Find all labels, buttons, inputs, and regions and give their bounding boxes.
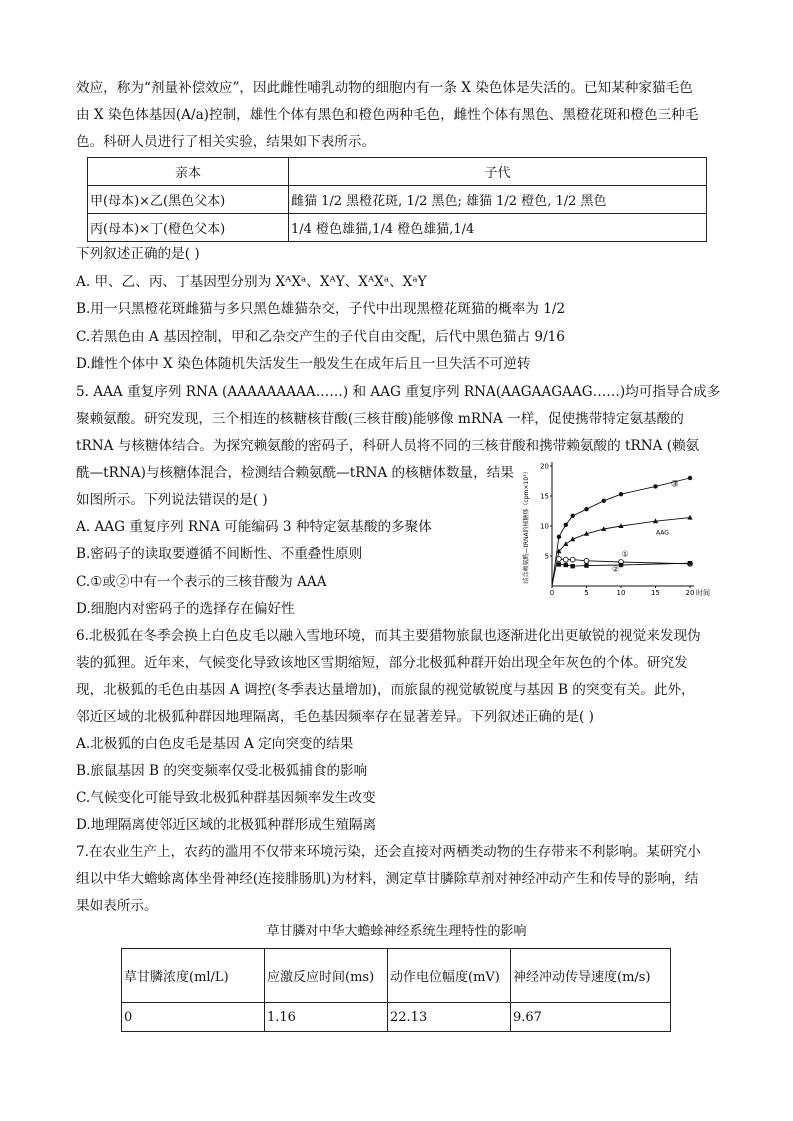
question-text: 组以中华大蟾蜍离体坐骨神经(连接腓肠肌)为材料，测定草甘膦除草剂对神经冲动产生和传导的影响，结 — [76, 871, 699, 887]
option-b: B.用一只黑橙花斑雌猫与多只黑色雄猫杂交，子代中出现黑橙花斑猫的概率为 1/2 — [76, 301, 566, 317]
question-text: 现，北极狐的毛色由基因 A 调控(冬季表达量增加)，而旅鼠的视觉敏锐度与基因 B 的突变有关。此外， — [76, 682, 695, 698]
table-row — [88, 186, 707, 214]
option-d: D.雌性个体中 X 染色体随机失活发生一般发生在成年后且一旦失活不可逆转 — [76, 356, 531, 372]
table-cell: 22.13 — [388, 1003, 511, 1032]
data-point — [571, 564, 575, 568]
table-header-row — [122, 949, 671, 1003]
x-tick-label: 15 — [651, 589, 660, 597]
table-caption: 草甘膦对中华大蟾蜍神经系统生理特性的影响 — [266, 924, 527, 939]
data-point — [570, 557, 575, 562]
chart-axes — [522, 462, 710, 597]
x-tick-label: 0 — [549, 589, 555, 597]
data-point — [557, 557, 562, 562]
intro-line: 效应，称为“剂量补偿效应”，因此雌性哺乳动物的细胞内有一条 X 染色体是失活的。已知某种家猫毛色 — [76, 80, 693, 96]
data-point — [571, 514, 575, 518]
series-0 — [552, 476, 692, 586]
y-tick-label: 15 — [540, 492, 549, 501]
data-point — [563, 557, 568, 562]
question-text: 7.在农业生产上，农药的滥用不仅带来环境污染，还会直接对两栖类动物的生存带来不利影响。某研究小 — [76, 844, 701, 860]
data-point — [564, 523, 568, 527]
question-text: 装的狐狸。近年来，气候变化导致该地区雪期缩短，部分北极狐种群开始出现全年灰色的个体。研究发 — [76, 655, 688, 671]
intro-line: 色。科研人员进行了相关实验，结果如下表所示。 — [76, 134, 376, 150]
question-text: 果如表所示。 — [76, 898, 158, 914]
table-header-cell: 应激反应时间(ms) — [265, 949, 388, 1003]
table-cell: 9.67 — [511, 1003, 671, 1032]
table-header-cell: 神经冲动传导速度(m/s) — [511, 949, 671, 1003]
data-point — [619, 492, 623, 496]
data-point — [688, 561, 692, 565]
data-point — [584, 507, 588, 511]
table-cell: 1/4 橙色雄猫,1/4 橙色雄猫,1/4 — [289, 214, 707, 242]
data-point — [584, 563, 588, 567]
option-a: A.北极狐的白色皮毛是基因 A 定向突变的结果 — [76, 736, 354, 752]
chart-series — [552, 476, 693, 586]
option-c: C.气候变化可能导致北极狐种群基因频率发生改变 — [76, 790, 376, 806]
data-point — [557, 562, 561, 566]
question-text: 酰—tRNA)与核糖体混合，检测结合赖氨酰—tRNA 的核糖体数量，结果 — [76, 465, 514, 481]
option-d: D.地理隔离使邻近区域的北极狐种群形成生殖隔离 — [76, 817, 377, 833]
table-header-cell: 动作电位幅度(mV) — [388, 949, 511, 1003]
intro-line: 由 X 染色体基因(A/a)控制，雄性个体有黑色和橙色两种毛色，雌性个体有黑色、黑橙花斑和橙色三种毛 — [76, 107, 699, 123]
table-cell: 雌猫 1/2 黑橙花斑, 1/2 黑色; 雄猫 1/2 橙色, 1/2 黑色 — [289, 186, 707, 214]
series-label-1: AAG — [655, 529, 669, 537]
data-point — [563, 541, 568, 546]
data-point — [619, 563, 623, 567]
series-line — [559, 563, 690, 566]
table-cell: 0 — [122, 1003, 265, 1032]
series-label-3: ② — [611, 564, 620, 574]
y-axis-label: 结合赖氨酰—tRNA的核糖体（cpm×10³） — [523, 468, 530, 584]
y-tick-label: 20 — [540, 462, 549, 471]
option-a: A. AAG 重复序列 RNA 可能编码 3 种特定氨基酸的多聚体 — [76, 519, 432, 535]
series-line — [559, 559, 690, 564]
data-point — [687, 515, 692, 520]
question-text: 聚赖氨酸。研究发现，三个相连的核糖核苷酸(三核苷酸)能够像 mRNA 一样，促使携带特定氨基酸的 — [76, 411, 684, 427]
option-a: A. 甲、乙、丙、丁基因型分别为 XᴬXᵃ、XᴬY、XᴬXᵃ、XᵃY — [76, 274, 427, 290]
question-text: 如图所示。下列说法错误的是( ) — [76, 492, 268, 508]
data-point — [557, 535, 561, 539]
question-text: 5. AAA 重复序列 RNA (AAAAAAAAA……) 和 AAG 重复序列 RNA(AAGAAGAAG……)均可指导合成多 — [76, 384, 721, 400]
y-tick-label: 10 — [540, 522, 549, 531]
series-label-0: ③ — [670, 479, 679, 490]
x-tick-label: 5 — [584, 589, 589, 597]
x-tick-label: 10 — [616, 589, 626, 597]
table-row — [88, 214, 707, 242]
option-b: B.密码子的读取要遵循不间断性、不重叠性原则 — [76, 546, 363, 562]
cross-results-table — [87, 157, 707, 242]
data-point — [602, 499, 606, 503]
y-tick-label: 5 — [544, 552, 549, 561]
table-cell: 甲(母本)×乙(黑色父本) — [88, 186, 289, 214]
table-header-cell: 草甘膦浓度(ml/L) — [122, 949, 265, 1003]
glyphosate-effect-table — [121, 948, 671, 1032]
table-row — [122, 1003, 671, 1032]
option-d: D.细胞内对密码子的选择存在偏好性 — [76, 601, 295, 617]
data-point — [653, 484, 657, 488]
data-point — [564, 563, 568, 567]
question-text: 邻近区域的北极狐种群因地理隔离，毛色基因频率存在显著差异。下列叙述正确的是( ) — [76, 709, 594, 725]
table-header-row — [88, 158, 707, 186]
data-point — [584, 558, 589, 563]
table-header-cell: 亲本 — [88, 158, 289, 186]
data-point — [688, 476, 692, 480]
option-c: C.①或②中有一个表示的三核苷酸为 AAA — [76, 574, 327, 590]
table-cell: 1.16 — [265, 1003, 388, 1032]
x-tick-label: 20 — [685, 589, 695, 597]
option-b: B.旅鼠基因 B 的突变频率仅受北极狐捕食的影响 — [76, 763, 368, 779]
table-header-cell: 子代 — [289, 158, 707, 186]
ribosome-binding-chart — [506, 456, 718, 616]
question-stem: 下列叙述正确的是( ) — [76, 246, 200, 262]
question-text: tRNA 与核糖体结合。为探究赖氨酸的密码子，科研人员将不同的三核苷酸和携带赖氨酸的 tRNA (赖氨 — [76, 438, 700, 454]
series-label-2: ① — [621, 549, 629, 559]
question-text: 6.北极狐在冬季会换上白色皮毛以融入雪地环境，而其主要猎物旅鼠也逐渐进化出更敏锐的视觉来发现伪 — [76, 628, 701, 644]
option-c: C.若黑色由 A 基因控制，甲和乙杂交产生的子代自由交配，后代中黑色猫占 9/16 — [76, 329, 565, 345]
table-cell: 丙(母本)×丁(橙色父本) — [88, 214, 289, 242]
x-axis-label: 时间 — [696, 589, 710, 597]
